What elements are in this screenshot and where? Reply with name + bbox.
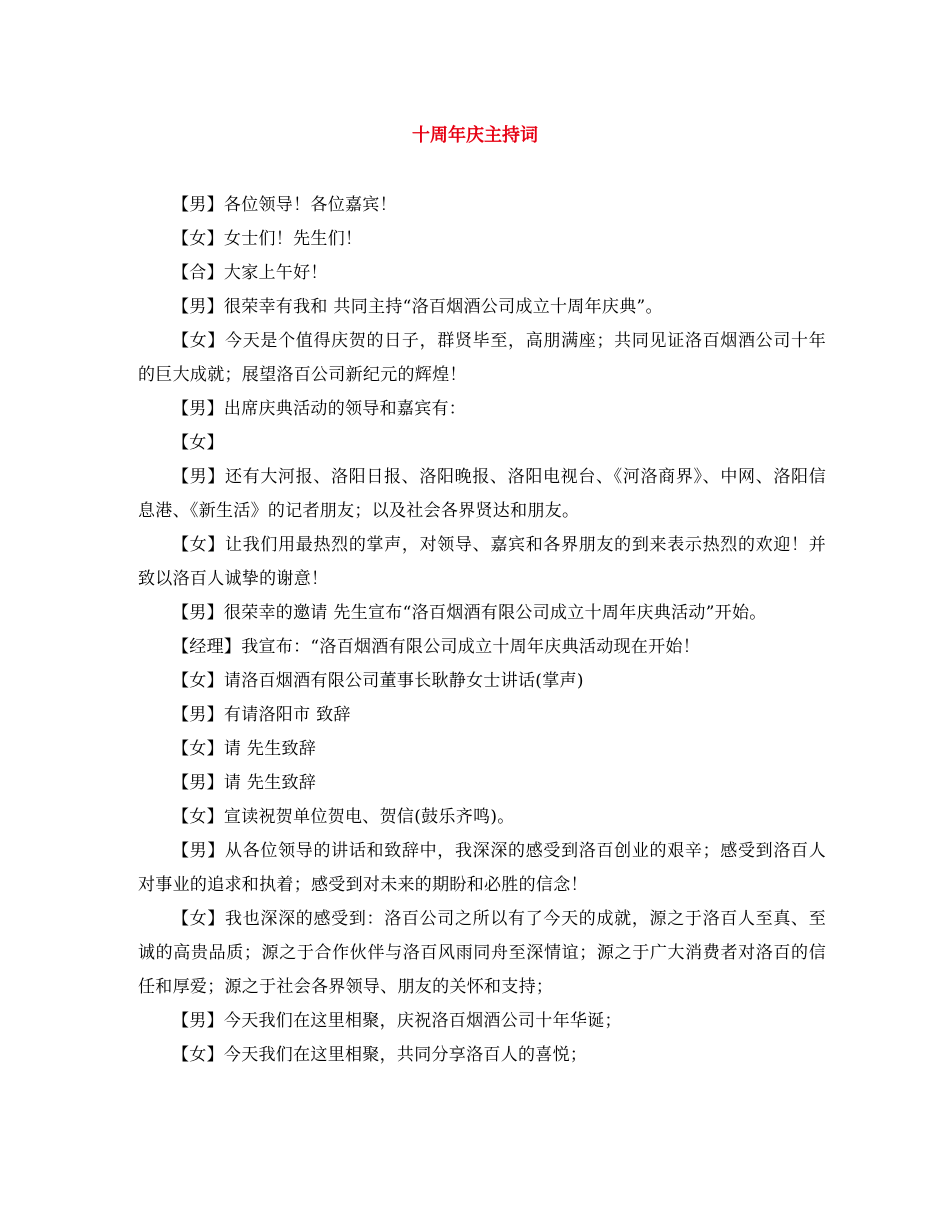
script-paragraph: 【女】今天我们在这里相聚，共同分享洛百人的喜悦； — [172, 1045, 588, 1065]
script-paragraph: 【男】有请洛阳市 致辞 — [172, 705, 351, 725]
script-paragraph: 【女】今天是个值得庆贺的日子，群贤毕至，高朋满座；共同见证洛百烟酒公司十年的巨大成就；展望洛百公司新纪元的辉煌！ — [138, 331, 826, 385]
script-paragraph: 【女】请洛百烟酒有限公司董事长耿静女士讲话(掌声) — [172, 671, 584, 691]
document-title: 十周年庆主持词 — [412, 125, 538, 146]
script-paragraph: 【女】请 先生致辞 — [172, 739, 317, 759]
script-paragraph: 【男】还有大河报、洛阳日报、洛阳晚报、洛阳电视台、《河洛商界》、中网、洛阳信息港、《新生活》的记者朋友；以及社会各界贤达和朋友。 — [138, 467, 826, 521]
script-paragraph: 【男】各位领导！各位嘉宾！ — [172, 195, 397, 215]
script-paragraph: 【男】从各位领导的讲话和致辞中，我深深的感受到洛百创业的艰辛；感受到洛百人对事业的追求和执着；感受到对未来的期盼和必胜的信念！ — [138, 841, 826, 895]
script-paragraph: 【男】请 先生致辞 — [172, 773, 317, 793]
script-paragraph: 【女】 — [172, 433, 224, 453]
script-paragraph: 【男】很荣幸有我和 共同主持“洛百烟酒公司成立十周年庆典”。 — [172, 297, 663, 317]
document-body — [138, 188, 826, 1072]
script-paragraph: 【女】让我们用最热烈的掌声，对领导、嘉宾和各界朋友的到来表示热烈的欢迎！并致以洛百人诚挚的谢意！ — [138, 535, 826, 589]
script-paragraph: 【女】宣读祝贺单位贺电、贺信(鼓乐齐鸣)。 — [172, 807, 515, 827]
script-paragraph: 【男】出席庆典活动的领导和嘉宾有： — [172, 399, 467, 419]
script-paragraph: 【经理】我宣布：“洛百烟酒有限公司成立十周年庆典活动现在开始！ — [172, 637, 700, 657]
script-paragraph: 【男】很荣幸的邀请 先生宣布“洛百烟酒有限公司成立十周年庆典活动”开始。 — [172, 603, 767, 623]
script-paragraph: 【男】今天我们在这里相聚，庆祝洛百烟酒公司十年华诞； — [172, 1011, 622, 1031]
script-paragraph: 【女】女士们！先生们！ — [172, 229, 363, 249]
script-paragraph: 【女】我也深深的感受到：洛百公司之所以有了今天的成就，源之于洛百人至真、至诚的高贵品质；源之于合作伙伴与洛百风雨同舟至深情谊；源之于广大消费者对洛百的信任和厚爱；源之于社会各界领导、朋友的关怀和支持； — [138, 909, 826, 997]
script-paragraph: 【合】大家上午好！ — [172, 263, 328, 283]
